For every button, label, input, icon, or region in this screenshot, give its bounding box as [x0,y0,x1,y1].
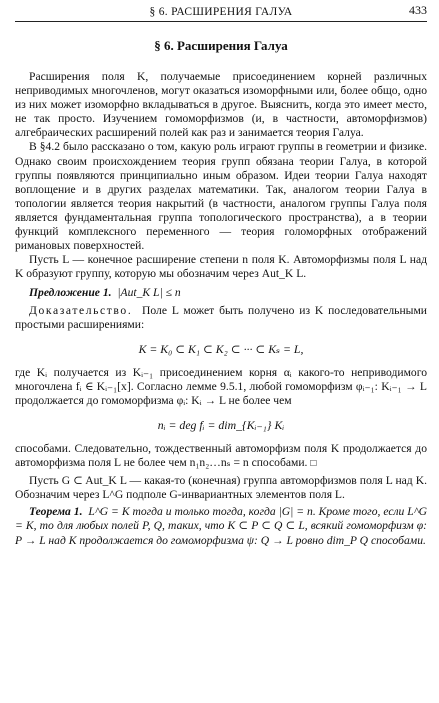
paragraph-invariants: Пусть G ⊂ Aut_K L — какая-то (конечная) группа автоморфизмов поля L над K. Обозначим через L^G подполе G-инвариантных элементов поля L. [15,474,427,502]
proof-label: Доказательство. [29,303,133,317]
proposition-1 [15,286,427,300]
proof-text-1: Поле L может быть получено из K последовательными простыми расширениями: [15,303,427,331]
display-formula-degree: nᵢ = deg fᵢ = dim_{Kᵢ₋₁} Kᵢ [157,417,285,432]
running-title: § 6. РАСШИРЕНИЯ ГАЛУА [149,6,293,18]
qed-symbol: □ [310,458,317,470]
paragraph-intro: Расширения поля K, получаемые присоединением корней различных неприводимых многочленов, могут оказаться изоморфными или, более общо, одно из них может изоморфно вкладываться в другое. Выяснить, когда это имеет место, не так просто. Изучением гомоморфизмов (и, в частности, автоморфизмов) алгебраических расширений полей как раз и занимается теория Галуа. [15,70,427,140]
proof-text-2: где Kᵢ получается из Kᵢ₋₁ присоединением корня αᵢ какого-то неприводимого многочлена fᵢ ∈ Kᵢ₋₁[x]. Согласно лемме 9.5.1, любой гомоморфизм φᵢ₋₁: Kᵢ₋₁ → L продолжается до гомоморфизма φᵢ: Kᵢ → L не более чем [15,365,427,407]
section-title: § 6. Расширения Галуа [154,38,288,53]
page-number: 433 [409,3,427,17]
proposition-label: Предложение 1. [29,286,112,300]
paragraph-definition: Пусть L — конечное расширение степени n поля K. Автоморфизмы поля L над K образуют группу, которую мы обозначим через Aut_K L. [15,253,427,281]
running-header [15,0,427,22]
proposition-statement: |Aut_K L| ≤ n [117,286,181,300]
proof-intro [15,304,427,332]
proof-conclusion: способами. Следовательно, тождественный автоморфизм поля K продолжается до автоморфизма поля L не более чем n₁n₂…nₛ = n способами. [15,441,427,470]
proof-text-3 [15,442,427,471]
theorem-label: Теорема 1. [29,505,83,519]
theorem-1 [15,505,427,547]
display-formula-tower: K = K₀ ⊂ K₁ ⊂ K₂ ⊂ ··· ⊂ Kₛ = L, [138,341,304,356]
theorem-text: L^G = K тогда и только тогда, когда |G| = n. Кроме того, если L^G = K, то для любых полей P, Q, таких, что K ⊂ P ⊂ Q ⊂ L, всякий гомоморфизм φ: P → L над K продолжается до гомоморфизма ψ: Q → L ровно dim_P Q способами. [15,505,427,547]
paragraph-history: В §4.2 было рассказано о том, какую роль играют группы в геометрии и физике. Однако своим происхождением теория групп обязана теории Галуа, в которой группы появляются принципиально иным образом. Идеи теории Галуа находят воплощение и в других разделах математики. Так, аналогом теории Галуа в топологии является теория накрытий (в частности, аналогом группы Галуа поля является фундаментальная группа топологического пространства), а в теории функций комплексного переменного — теория голоморфных отображений римановых поверхностей. [15,140,427,253]
